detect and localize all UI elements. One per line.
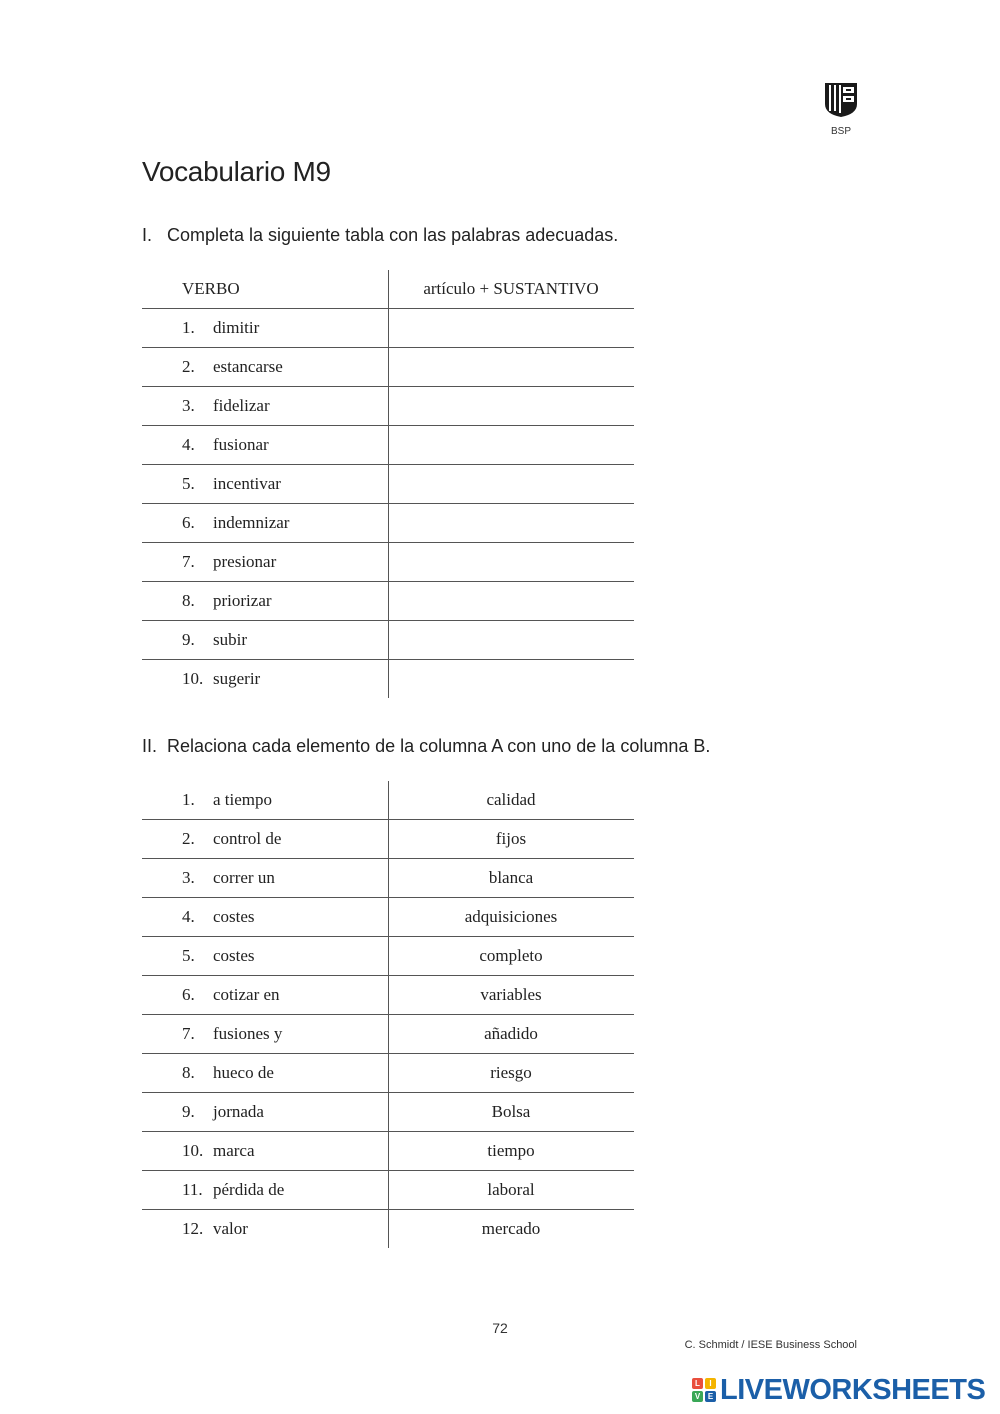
section-1-instruction <box>142 225 618 246</box>
table-row <box>142 1093 634 1132</box>
table-row <box>142 781 634 820</box>
noun-answer-cell[interactable] <box>388 426 634 465</box>
noun-answer-cell[interactable] <box>388 348 634 387</box>
brand-icon-letter: V <box>692 1391 703 1402</box>
item-number: 6. <box>182 985 195 1004</box>
table-row <box>142 504 634 543</box>
item-number: 12. <box>182 1219 204 1238</box>
section-1-text: Completa la siguiente tabla con las palabras adecuadas. <box>167 225 619 245</box>
table-row <box>142 426 634 465</box>
table-row <box>142 621 634 660</box>
table-row <box>142 1015 634 1054</box>
liveworksheets-brand <box>692 1374 985 1406</box>
column-a-cell <box>182 781 382 820</box>
column-a-cell <box>182 1093 382 1132</box>
verb-text: priorizar <box>213 591 272 610</box>
author-credit: C. Schmidt / IESE Business School <box>684 1339 857 1351</box>
table-row <box>142 1171 634 1210</box>
section-1-number: I. <box>142 225 153 245</box>
verb-cell <box>182 543 382 582</box>
table-row <box>142 660 634 699</box>
column-b-text: fijos <box>495 829 527 848</box>
verb-cell <box>182 465 382 504</box>
table-row <box>142 582 634 621</box>
table-row <box>142 465 634 504</box>
verb-text: estancarse <box>213 357 283 376</box>
item-number: 4. <box>182 435 195 454</box>
item-number: 2. <box>182 829 195 848</box>
brand-icon-letter: I <box>705 1378 716 1389</box>
item-number: 10. <box>182 1141 204 1160</box>
noun-answer-cell[interactable] <box>388 309 634 348</box>
verb-noun-table <box>142 270 634 699</box>
table-row <box>142 309 634 348</box>
item-number: 10. <box>182 669 204 688</box>
column-a-text: valor <box>213 1219 248 1238</box>
column-b-text: completo <box>479 946 543 965</box>
item-number: 8. <box>182 591 195 610</box>
column-a-cell <box>182 1210 382 1249</box>
item-number: 5. <box>182 946 195 965</box>
item-number: 11. <box>182 1180 203 1199</box>
column-a-cell <box>182 820 382 859</box>
verb-cell <box>182 426 382 465</box>
verb-cell <box>182 582 382 621</box>
page-number: 72 <box>492 1320 508 1336</box>
table-row <box>142 348 634 387</box>
verb-text: presionar <box>213 552 277 571</box>
table-header-row <box>142 270 634 309</box>
column-a-text: costes <box>213 907 255 926</box>
verb-text: sugerir <box>213 669 261 688</box>
column-b-text: calidad <box>486 790 536 809</box>
table-row <box>142 1132 634 1171</box>
item-number: 7. <box>182 552 195 571</box>
header-articulo-sustantivo: artículo + SUSTANTIVO <box>423 279 599 298</box>
item-number: 5. <box>182 474 195 493</box>
column-a-cell <box>182 976 382 1015</box>
verb-text: subir <box>213 630 247 649</box>
column-b-text: laboral <box>487 1180 535 1199</box>
table-row <box>142 543 634 582</box>
item-number: 1. <box>182 790 195 809</box>
verb-cell <box>182 309 382 348</box>
brand-icon-letter: E <box>705 1391 716 1402</box>
table-row <box>142 898 634 937</box>
verb-text: fidelizar <box>213 396 270 415</box>
section-2-number: II. <box>142 736 158 756</box>
liveworksheets-logo-icon <box>692 1378 716 1402</box>
column-a-text: marca <box>213 1141 255 1160</box>
column-a-cell <box>182 859 382 898</box>
matching-table <box>142 781 634 1249</box>
section-2-text: Relaciona cada elemento de la columna A con uno de la columna B. <box>167 736 711 756</box>
column-b-text: variables <box>480 985 542 1004</box>
column-a-text: control de <box>213 829 282 848</box>
column-a-text: fusiones y <box>213 1024 283 1043</box>
column-a-cell <box>182 898 382 937</box>
column-a-text: a tiempo <box>213 790 273 809</box>
page-title: Vocabulario M9 <box>142 156 331 187</box>
column-a-cell <box>182 1171 382 1210</box>
column-b-text: blanca <box>488 868 534 887</box>
item-number: 7. <box>182 1024 195 1043</box>
item-number: 9. <box>182 630 195 649</box>
verb-cell <box>182 504 382 543</box>
column-a-text: cotizar en <box>213 985 280 1004</box>
column-a-cell <box>182 937 382 976</box>
verb-cell <box>182 660 382 699</box>
section-2-instruction <box>142 736 710 757</box>
verb-cell <box>182 621 382 660</box>
logo-label: BSP <box>830 126 851 137</box>
item-number: 9. <box>182 1102 195 1121</box>
verb-cell <box>182 387 382 426</box>
verb-text: incentivar <box>213 474 281 493</box>
noun-answer-cell[interactable] <box>388 504 634 543</box>
column-a-text: pérdida de <box>213 1180 285 1199</box>
table-row <box>142 937 634 976</box>
noun-answer-cell[interactable] <box>388 582 634 621</box>
item-number: 3. <box>182 868 195 887</box>
table-row <box>142 820 634 859</box>
noun-answer-cell[interactable] <box>388 387 634 426</box>
column-a-cell <box>182 1054 382 1093</box>
column-b-text: riesgo <box>490 1063 532 1082</box>
column-b-text: Bolsa <box>491 1102 531 1121</box>
item-number: 1. <box>182 318 195 337</box>
noun-answer-cell[interactable] <box>388 465 634 504</box>
item-number: 6. <box>182 513 195 532</box>
column-a-text: jornada <box>213 1102 264 1121</box>
bsp-shield-logo-icon <box>824 82 858 118</box>
column-b-text: adquisiciones <box>464 907 558 926</box>
column-a-cell <box>182 1132 382 1171</box>
column-a-text: correr un <box>213 868 275 887</box>
verb-text: dimitir <box>213 318 260 337</box>
liveworksheets-wordmark: LIVEWORKSHEETS <box>720 1373 986 1406</box>
column-a-text: hueco de <box>213 1063 274 1082</box>
noun-answer-cell[interactable] <box>388 543 634 582</box>
column-b-text: mercado <box>481 1219 541 1238</box>
table-row <box>142 976 634 1015</box>
table-row <box>142 387 634 426</box>
header-verbo: VERBO <box>182 279 240 298</box>
table-row <box>142 1210 634 1249</box>
column-b-text: añadido <box>484 1024 538 1043</box>
verb-text: indemnizar <box>213 513 290 532</box>
item-number: 3. <box>182 396 195 415</box>
table-row <box>142 1054 634 1093</box>
column-a-cell <box>182 1015 382 1054</box>
item-number: 2. <box>182 357 195 376</box>
verb-cell <box>182 348 382 387</box>
column-b-text: tiempo <box>487 1141 535 1160</box>
noun-answer-cell[interactable] <box>388 660 634 699</box>
column-a-text: costes <box>213 946 255 965</box>
verb-text: fusionar <box>213 435 269 454</box>
noun-answer-cell[interactable] <box>388 621 634 660</box>
table-row <box>142 859 634 898</box>
item-number: 4. <box>182 907 195 926</box>
brand-icon-letter: L <box>692 1378 703 1389</box>
item-number: 8. <box>182 1063 195 1082</box>
